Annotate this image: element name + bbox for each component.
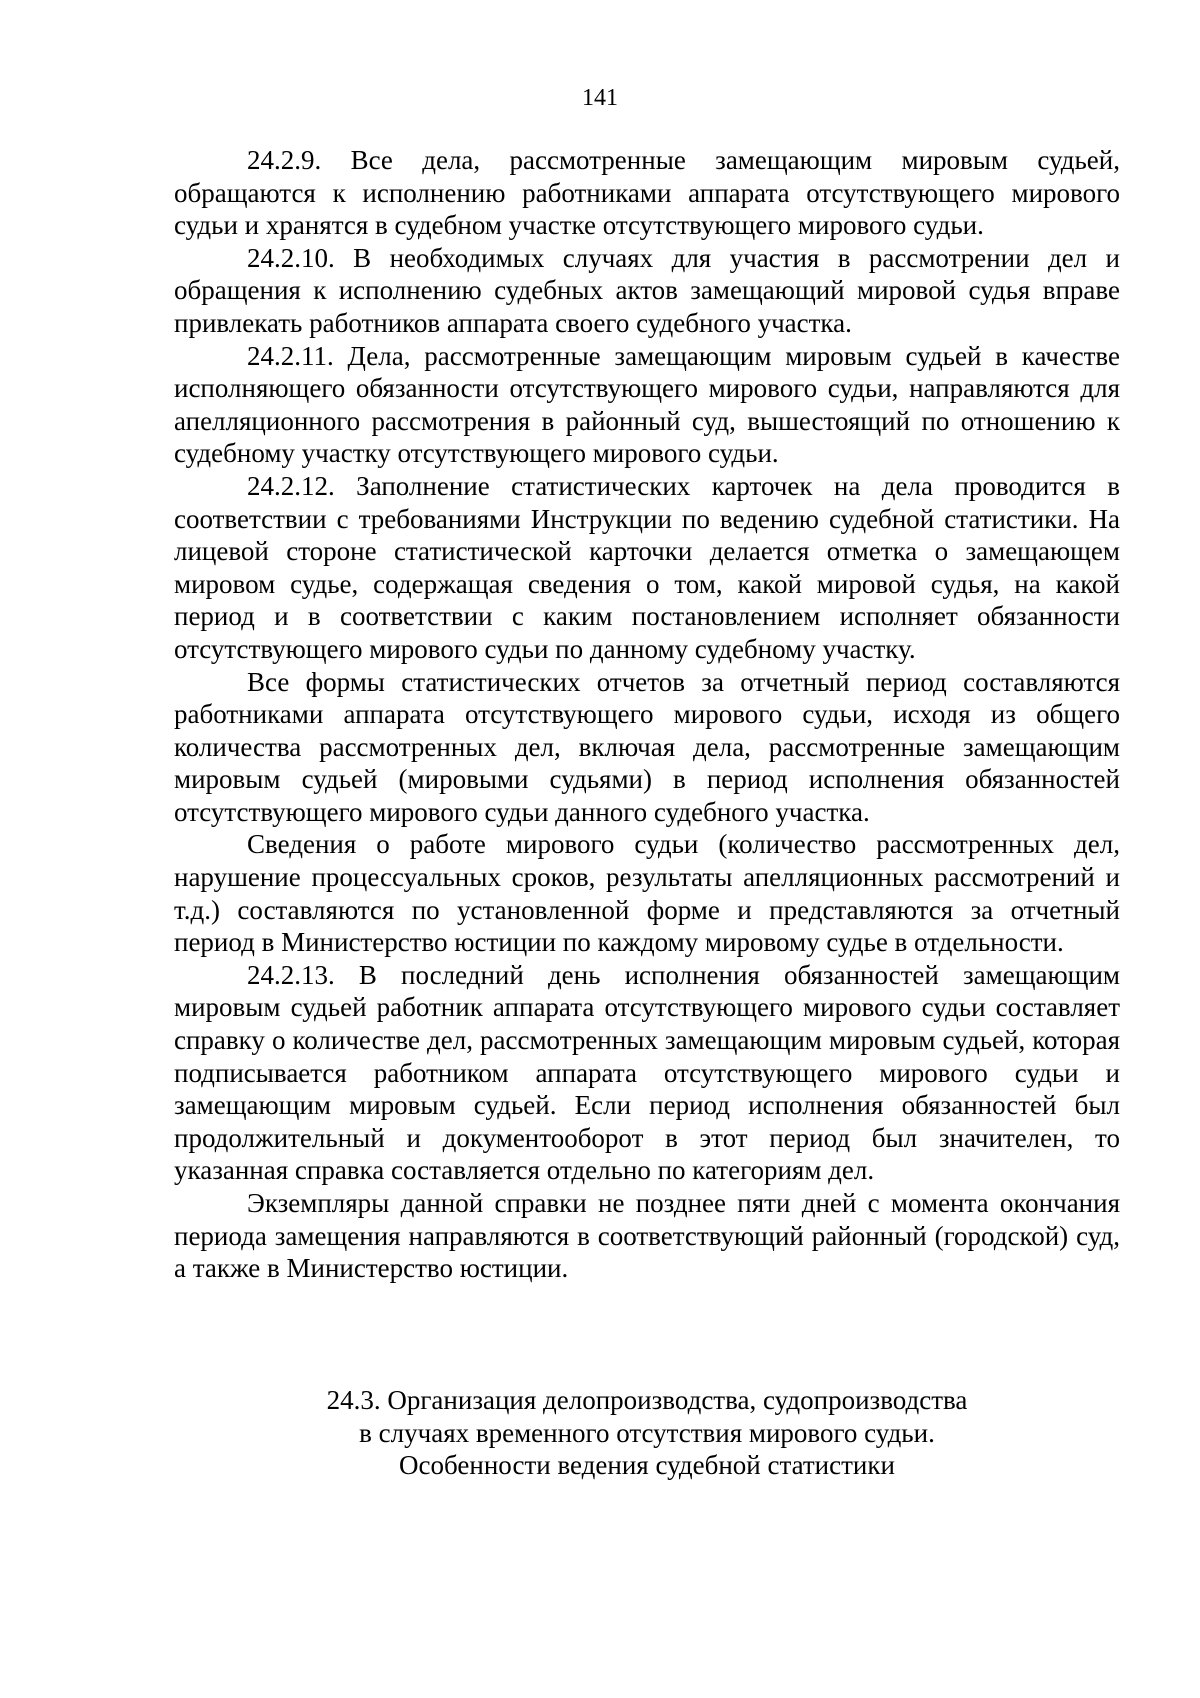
heading-line-2: в случаях временного отсутствия мирового судьи.	[359, 1417, 935, 1448]
paragraph-24-2-9: 24.2.9. Все дела, рассмотренные замещающим мировым судьей, обращаются к исполнению работниками аппарата отсутствующего мирового судьи и хранятся в судебном участке отсутствующего мирового судьи.	[174, 145, 1120, 241]
paragraph-judge-work-info: Сведения о работе мирового судьи (количество рассмотренных дел, нарушение процессуальных сроков, результаты апелляционных рассмотрений и т.д.) составляются по установленной форме и представляются за отчетный период в Министерство юстиции по каждому мировому судье в отдельности.	[174, 829, 1120, 958]
paragraph-statistical-reports: Все формы статистических отчетов за отчетный период составляются работниками аппарата отсутствующего мирового судьи, исходя из общего количества рассмотренных дел, включая дела, рассмотренные замещающим мировым судьей (мировыми судьями) в период исполнения обязанностей отсутствующего мирового судьи данного судебного участка.	[174, 666, 1120, 827]
section-heading-24-3	[174, 1384, 1120, 1482]
paragraph-certificate-copies: Экземпляры данной справки не позднее пяти дней с момента окончания периода замещения направляются в соответствующий районный (городской) суд, а также в Министерство юстиции.	[174, 1188, 1120, 1284]
heading-line-3: Особенности ведения судебной статистики	[399, 1450, 895, 1481]
paragraph-24-2-13: 24.2.13. В последний день исполнения обязанностей замещающим мировым судьей работник аппарата отсутствующего мирового судьи составляет справку о количестве дел, рассмотренных замещающим мировым судьей, которая подписывается работником аппарата отсутствующего мирового судьи и замещающим мировым судьей. Если период исполнения обязанностей был продолжительный и документооборот в этот период был значителен, то указанная справка составляется отдельно по категориям дел.	[174, 959, 1120, 1186]
paragraph-24-2-10: 24.2.10. В необходимых случаях для участия в рассмотрении дел и обращения к исполнению судебных актов замещающий мировой судья вправе привлекать работников аппарата своего судебного участка.	[174, 242, 1120, 338]
paragraph-24-2-12: 24.2.12. Заполнение статистических карточек на дела проводится в соответствии с требованиями Инструкции по ведению судебной статистики. На лицевой стороне статистической карточки делается отметка о замещающем мировом судье, содержащая сведения о том, какой мировой судья, на какой период и в соответствии с каким постановлением исполняет обязанности отсутствующего мирового судьи по данному судебному участку.	[174, 470, 1120, 664]
document-body	[174, 144, 1120, 1285]
heading-line-1: 24.3. Организация делопроизводства, судопроизводства	[326, 1385, 968, 1415]
paragraph-24-2-11: 24.2.11. Дела, рассмотренные замещающим мировым судьей в качестве исполняющего обязанности отсутствующего мирового судьи, направляются для апелляционного рассмотрения в районный суд, вышестоящий по отношению к судебному участку отсутствующего мирового судьи.	[174, 340, 1120, 469]
page-number: 141	[582, 85, 618, 111]
